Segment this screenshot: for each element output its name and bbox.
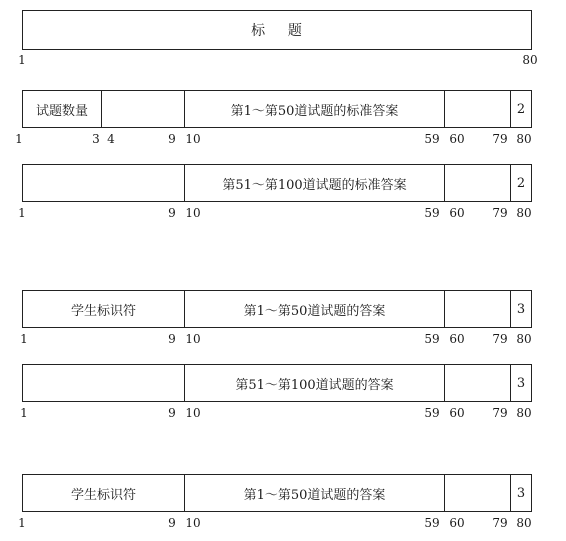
cell-card-type: 3 [516,375,526,391]
tick-label: 60 [449,332,465,346]
tick-label: 59 [424,332,440,346]
record-card-2 [22,164,532,202]
cell-blank [23,365,185,401]
record-card-3 [22,290,532,328]
tick-label: 9 [168,206,176,220]
tick-label: 4 [107,132,115,146]
record-card-5 [22,474,532,512]
tick-label: 1 [15,132,23,146]
tick-label: 9 [168,516,176,530]
tick-label: 9 [168,406,176,420]
tick-label: 1 [18,206,26,220]
cell-card-type: 3 [516,485,526,501]
cell-card-type: 2 [516,175,526,191]
cell-answers: 第1～第50道试题的答案 [185,291,445,327]
tick-label: 10 [185,406,201,420]
tick-label: 60 [449,206,465,220]
cell-standard-answers: 第51～第100道试题的标准答案 [185,165,445,201]
tick-label: 80 [516,132,532,146]
title-card [22,10,532,50]
tick-label: 79 [492,332,508,346]
cell-blank [445,291,511,327]
tick-label: 60 [449,516,465,530]
cell-blank [23,165,185,201]
tick-label: 80 [516,206,532,220]
tick-label: 59 [424,132,440,146]
cell-answers: 第1～第50道试题的答案 [185,475,445,511]
cell-blank [445,365,511,401]
cell-blank [445,475,511,511]
record-card-4 [22,364,532,402]
tick-label: 1 [18,53,26,67]
tick-label: 60 [449,406,465,420]
tick-label: 1 [18,516,26,530]
tick-label: 80 [516,406,532,420]
tick-label: 9 [168,332,176,346]
cell-card-type: 3 [516,301,526,317]
cell-card-type: 2 [516,101,526,117]
tick-label: 80 [516,516,532,530]
tick-label: 9 [168,132,176,146]
tick-label: 10 [185,206,201,220]
tick-label: 79 [492,132,508,146]
tick-label: 10 [185,516,201,530]
cell-answers: 第51～第100道试题的答案 [185,365,445,401]
cell-question-count: 试题数量 [23,91,102,127]
record-card-1 [22,90,532,128]
cell-student-id: 学生标识符 [23,291,185,327]
tick-label: 1 [20,406,28,420]
tick-label: 79 [492,516,508,530]
tick-label: 59 [424,516,440,530]
cell-student-id: 学生标识符 [23,475,185,511]
tick-label: 59 [424,406,440,420]
cell-blank [102,91,185,127]
tick-label: 79 [492,206,508,220]
tick-label: 80 [522,53,538,67]
tick-label: 10 [185,132,201,146]
title-text: 标 题 [251,23,303,39]
tick-label: 59 [424,206,440,220]
cell-standard-answers: 第1～第50道试题的标准答案 [185,91,445,127]
tick-label: 60 [449,132,465,146]
cell-blank [445,165,511,201]
tick-label: 3 [92,132,100,146]
tick-label: 10 [185,332,201,346]
tick-label: 1 [20,332,28,346]
tick-label: 80 [516,332,532,346]
cell-blank [445,91,511,127]
tick-label: 79 [492,406,508,420]
